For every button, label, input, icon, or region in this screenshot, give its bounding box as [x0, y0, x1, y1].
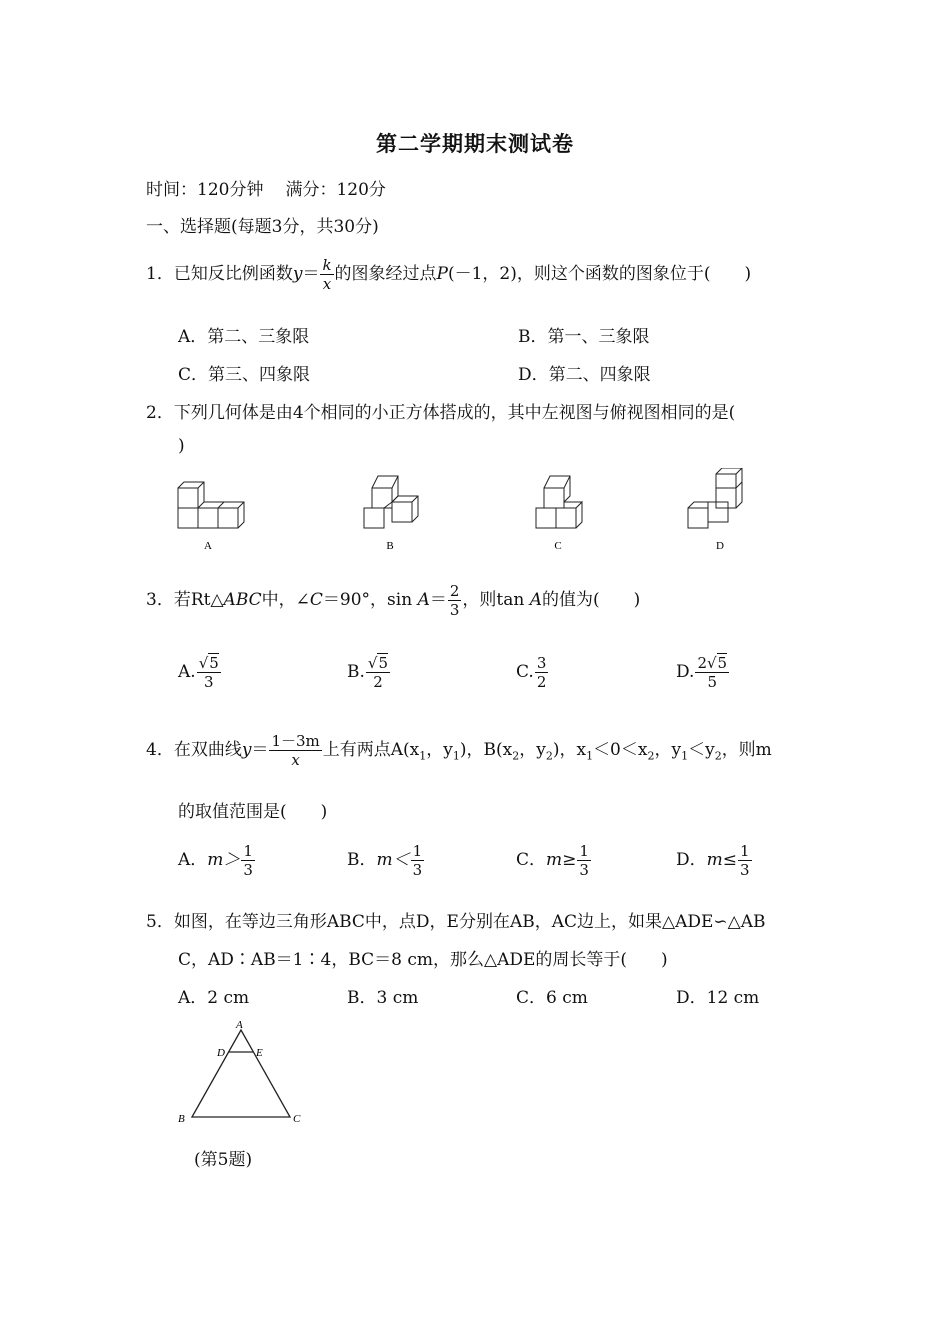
- option-d[interactable]: [676, 654, 730, 691]
- question-number: 5．: [146, 912, 174, 932]
- fraction-numerator: √5: [367, 654, 389, 672]
- option-a[interactable]: [178, 842, 256, 879]
- fraction: [535, 654, 549, 691]
- fraction-denominator: 2: [373, 673, 383, 691]
- question-text: 如图，在等边三角形ABC中，点D，E分别在AB，AC边上，如果△ADE∽△AB: [173, 912, 766, 932]
- triangle-figure: [170, 1012, 310, 1127]
- fraction-denominator: 3: [449, 601, 460, 619]
- option-label: B．: [347, 850, 377, 870]
- cube-figure-c[interactable]: [536, 476, 582, 528]
- question-5: [146, 907, 766, 932]
- question-4: 4．在双曲线y＝ $\frac{1-3m}{x}$ 上有两点$A(x_1$，$y_1$)，$B(x_2$，$y_2$)，$x_1<0<x_2$，$y_1<y_2$，则m: [146, 732, 772, 769]
- question-number: 3．: [146, 590, 174, 610]
- fraction: [695, 654, 729, 691]
- fraction-denominator: 2: [536, 673, 547, 691]
- question-1: [146, 256, 751, 293]
- math-var: C: [309, 590, 323, 610]
- question-text: 上有两点A(x: [322, 740, 420, 760]
- point-label-e: E: [256, 1047, 263, 1059]
- question-text: 的图象经过点: [334, 264, 437, 284]
- option-label: D.: [676, 662, 695, 682]
- vertex-label-c: C: [293, 1113, 301, 1125]
- fraction-denominator: 3: [412, 861, 423, 879]
- fraction-numerator: 3: [536, 654, 547, 672]
- figure-label-a: A: [204, 540, 212, 552]
- option-a[interactable]: A．2 cm: [178, 988, 250, 1008]
- score-label: 满分：120分: [285, 180, 386, 200]
- option-label: A.: [178, 662, 196, 682]
- option-d[interactable]: [676, 842, 753, 879]
- math-var: P: [436, 264, 448, 284]
- triangle-abc: [192, 1030, 290, 1117]
- fraction: [269, 732, 321, 769]
- math-var: ABC: [223, 590, 262, 610]
- exam-info: [146, 175, 386, 200]
- math-relation: m＞: [207, 850, 241, 870]
- question-text: 若Rt△: [173, 590, 224, 610]
- option-b[interactable]: B．3 cm: [347, 988, 419, 1008]
- math-var: y: [241, 740, 252, 760]
- option-label: C．: [516, 850, 547, 870]
- question-2: [146, 398, 735, 423]
- fraction-denominator: 5: [707, 673, 718, 691]
- figure-label-b: B: [386, 540, 394, 552]
- fraction-denominator: 3: [243, 861, 253, 879]
- fraction-numerator: 1: [740, 842, 750, 860]
- fraction-denominator: 3: [579, 861, 589, 879]
- fraction-numerator: 1－3m: [271, 732, 320, 750]
- fraction: [411, 842, 425, 879]
- option-b[interactable]: [347, 842, 425, 879]
- question-3: [146, 582, 640, 619]
- fraction-numerator: 1: [579, 842, 589, 860]
- question-text: 中，∠: [261, 590, 310, 610]
- fraction-numerator: 2: [449, 582, 460, 600]
- option-b[interactable]: B．第一、三象限: [518, 327, 650, 347]
- fraction-numerator: k: [322, 256, 332, 274]
- math-op: ＝: [429, 590, 447, 610]
- math-var: A: [529, 590, 542, 610]
- answer-paren-close: ): [178, 436, 185, 456]
- fraction-numerator: √5: [198, 654, 219, 672]
- math-relation: m≤: [706, 850, 738, 870]
- math-relation: m≥: [546, 850, 577, 870]
- fraction-denominator: x: [291, 751, 300, 769]
- question-text: ＝90°，sin: [322, 590, 418, 610]
- question-number: 2．: [146, 403, 174, 423]
- question-number: 4．: [146, 740, 174, 760]
- question-5-line2: C，AD∶AB＝1∶4，BC＝8 cm，那么△ADE的周长等于( ): [178, 950, 668, 970]
- question-4-line2: 的取值范围是( ): [178, 802, 328, 822]
- page-title: 第二学期期末测试卷: [376, 131, 574, 156]
- time-label: 时间：120分钟: [146, 180, 264, 200]
- question-text: (－1，2)，则这个函数的图象位于( ): [447, 264, 752, 284]
- cube-figure-d[interactable]: [688, 468, 742, 528]
- math-op: ＝: [302, 264, 320, 284]
- radicand: 5: [717, 654, 728, 672]
- fraction: [320, 256, 333, 293]
- option-c[interactable]: [516, 654, 549, 691]
- fraction-numerator: 1: [243, 842, 253, 860]
- math-op: ＝: [251, 740, 269, 760]
- fraction: [197, 654, 221, 691]
- cube-figures: [160, 468, 760, 558]
- option-label: D．: [676, 850, 707, 870]
- coefficient: 2: [697, 654, 707, 672]
- cube-figure-b[interactable]: [364, 476, 418, 528]
- question-text: ，y: [426, 740, 453, 760]
- figure-caption: (第5题): [194, 1150, 253, 1170]
- vertex-label-a: A: [236, 1019, 243, 1031]
- fraction-denominator: 3: [203, 673, 214, 691]
- fraction: [738, 842, 752, 879]
- option-label: C.: [516, 662, 534, 682]
- figure-label-c: C: [554, 540, 562, 552]
- option-label: A．: [178, 850, 208, 870]
- radicand: 5: [209, 654, 219, 672]
- option-c[interactable]: C．第三、四象限: [178, 365, 311, 385]
- option-b[interactable]: [347, 654, 391, 691]
- option-d[interactable]: D．第二、四象限: [518, 365, 651, 385]
- question-number: 1．: [146, 264, 174, 284]
- radicand: 5: [378, 654, 389, 672]
- fraction-denominator: x: [322, 275, 332, 293]
- option-a[interactable]: A．第二、三象限: [178, 327, 310, 347]
- vertex-label-b: B: [178, 1113, 185, 1125]
- section-heading: 一、选择题(每题3分，共30分): [146, 217, 379, 237]
- question-text: 下列几何体是由4个相同的小正方体搭成的，其中左视图与俯视图相同的是(: [173, 403, 736, 423]
- figure-label-d: D: [716, 540, 724, 552]
- option-d[interactable]: D．12 cm: [676, 988, 760, 1008]
- fraction-denominator: 3: [740, 861, 750, 879]
- fraction: [241, 842, 255, 879]
- option-c[interactable]: [516, 842, 592, 879]
- fraction-numerator: 1: [412, 842, 423, 860]
- math-var: y: [292, 264, 303, 284]
- math-var: A: [417, 590, 430, 610]
- cube-figure-a[interactable]: [178, 482, 244, 528]
- fraction-numerator: 2√5: [697, 654, 728, 672]
- option-c[interactable]: C．6 cm: [516, 988, 588, 1008]
- question-text: 已知反比例函数: [173, 264, 293, 284]
- fraction: [577, 842, 591, 879]
- option-a[interactable]: [178, 654, 222, 691]
- option-label: B.: [347, 662, 365, 682]
- question-text: 的值为( ): [542, 590, 641, 610]
- fraction: [448, 582, 462, 619]
- question-text: 在双曲线: [173, 740, 242, 760]
- point-label-d: D: [217, 1047, 225, 1059]
- fraction: [366, 654, 390, 691]
- question-text: ，则tan: [462, 590, 530, 610]
- math-relation: m＜: [376, 850, 410, 870]
